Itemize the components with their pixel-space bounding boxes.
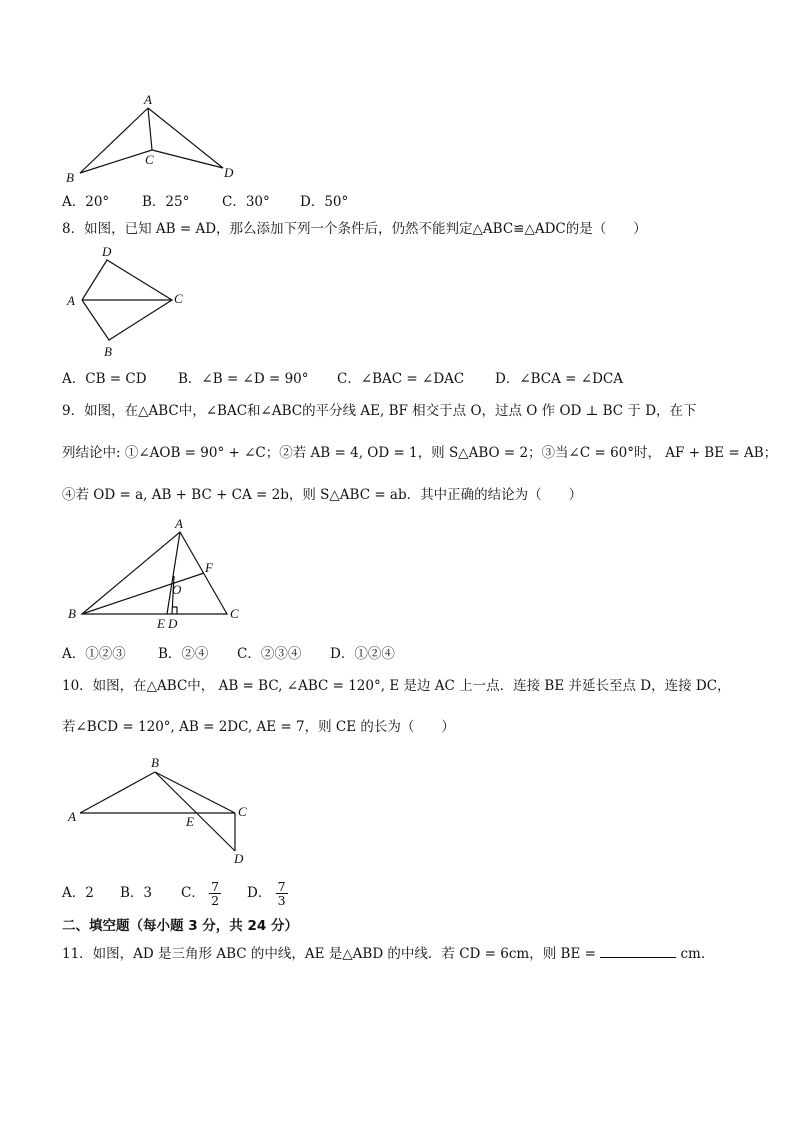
q9-stem-line3: ④若 OD = a, AB + BC + CA = 2b，则 S△ABC = ab．其中正确的结论为（ ） <box>62 487 583 503</box>
fig7-label-b: B <box>66 170 74 185</box>
q7-option-d[interactable]: D．50° <box>300 194 349 210</box>
q10-option-a[interactable] <box>62 884 94 902</box>
q9-figure <box>62 516 252 636</box>
fig8-label-d: D <box>102 244 112 259</box>
q11-stem-after: cm． <box>680 946 715 962</box>
q9-option-d[interactable]: D．①②④ <box>330 646 395 662</box>
q10-option-a-text: A．2 <box>62 885 94 901</box>
q8-option-b[interactable]: B．∠B = ∠D = 90° <box>178 371 309 387</box>
fig8-label-c: C <box>174 291 183 306</box>
q11-stem <box>62 945 714 963</box>
q10-option-d-fraction <box>276 880 288 907</box>
section2-title: 二、填空题（每小题 3 分，共 24 分） <box>62 918 298 934</box>
q10-option-d-letter: D． <box>247 885 272 901</box>
q10-stem-line1: 10．如图，在△ABC中， AB = BC, ∠ABC = 120°, E 是边 AC 上一点．连接 BE 并延长至点 D，连接 DC， <box>62 678 731 694</box>
q10-option-c-fraction <box>209 880 221 907</box>
q10-option-c[interactable] <box>181 873 221 913</box>
q9-option-c[interactable]: C．②③④ <box>237 646 302 662</box>
fig9-label-f: F <box>205 560 213 575</box>
fig9-label-c: C <box>230 606 239 621</box>
q7-option-c[interactable]: C．30° <box>222 194 270 210</box>
q8-stem: 8．如图，已知 AB = AD，那么添加下列一个条件后，仍然不能判定△ABC≌△ADC的是（ ） <box>62 221 647 237</box>
fig7-label-c: C <box>145 152 154 167</box>
q9-stem-line2: 列结论中: ①∠AOB = 90° + ∠C；②若 AB = 4, OD = 1，则 S△ABO = 2；③当∠C = 60°时， AF + BE = AB； <box>62 445 778 461</box>
fig10-label-d: D <box>234 851 244 866</box>
q10-option-d-numerator: 7 <box>277 879 286 894</box>
fig10-label-c: C <box>238 804 247 819</box>
q8-option-c[interactable]: C．∠BAC = ∠DAC <box>337 371 465 387</box>
q10-option-b[interactable] <box>120 884 152 902</box>
q10-option-c-denominator: 2 <box>211 893 220 908</box>
q7-figure <box>60 90 250 190</box>
q9-stem-line1: 9．如图，在△ABC中，∠BAC和∠ABC的平分线 AE, BF 相交于点 O，过点 O 作 OD ⊥ BC 于 D，在下 <box>62 403 697 419</box>
q7-option-a[interactable]: A．20° <box>62 194 110 210</box>
q10-stem-line2: 若∠BCD = 120°, AB = 2DC, AE = 7，则 CE 的长为（ ） <box>62 719 455 735</box>
fig8-label-a: A <box>67 293 75 308</box>
q11-answer-blank[interactable] <box>600 945 676 958</box>
q11-stem-before: 11．如图，AD 是三角形 ABC 的中线，AE 是△ABD 的中线．若 CD = 6cm，则 BE = <box>62 946 596 962</box>
q10-option-d[interactable] <box>247 873 288 913</box>
fig7-label-d: D <box>224 165 234 180</box>
q9-option-a[interactable]: A．①②③ <box>62 646 126 662</box>
q10-option-c-letter: C． <box>181 885 205 901</box>
q8-option-a[interactable]: A．CB = CD <box>62 371 147 387</box>
fig10-label-a: A <box>68 809 76 824</box>
q10-option-b-text: B．3 <box>120 885 153 901</box>
q9-option-b[interactable]: B．②④ <box>158 646 209 662</box>
fig7-label-a: A <box>144 92 152 107</box>
fig9-label-b: B <box>68 606 76 621</box>
fig9-label-a: A <box>175 516 183 531</box>
q10-option-c-numerator: 7 <box>211 879 220 894</box>
fig9-label-o: O <box>172 582 182 597</box>
q8-figure <box>62 240 202 365</box>
fig9-label-d: D <box>168 616 178 631</box>
q7-option-b[interactable]: B．25° <box>142 194 190 210</box>
q10-option-d-denominator: 3 <box>277 893 286 908</box>
fig10-label-e: E <box>186 814 194 829</box>
fig10-label-b: B <box>151 755 159 770</box>
q10-figure <box>62 755 262 870</box>
q8-option-d[interactable]: D．∠BCA = ∠DCA <box>495 371 623 387</box>
fig9-label-e: E <box>157 616 165 631</box>
fig8-label-b: B <box>104 344 112 359</box>
